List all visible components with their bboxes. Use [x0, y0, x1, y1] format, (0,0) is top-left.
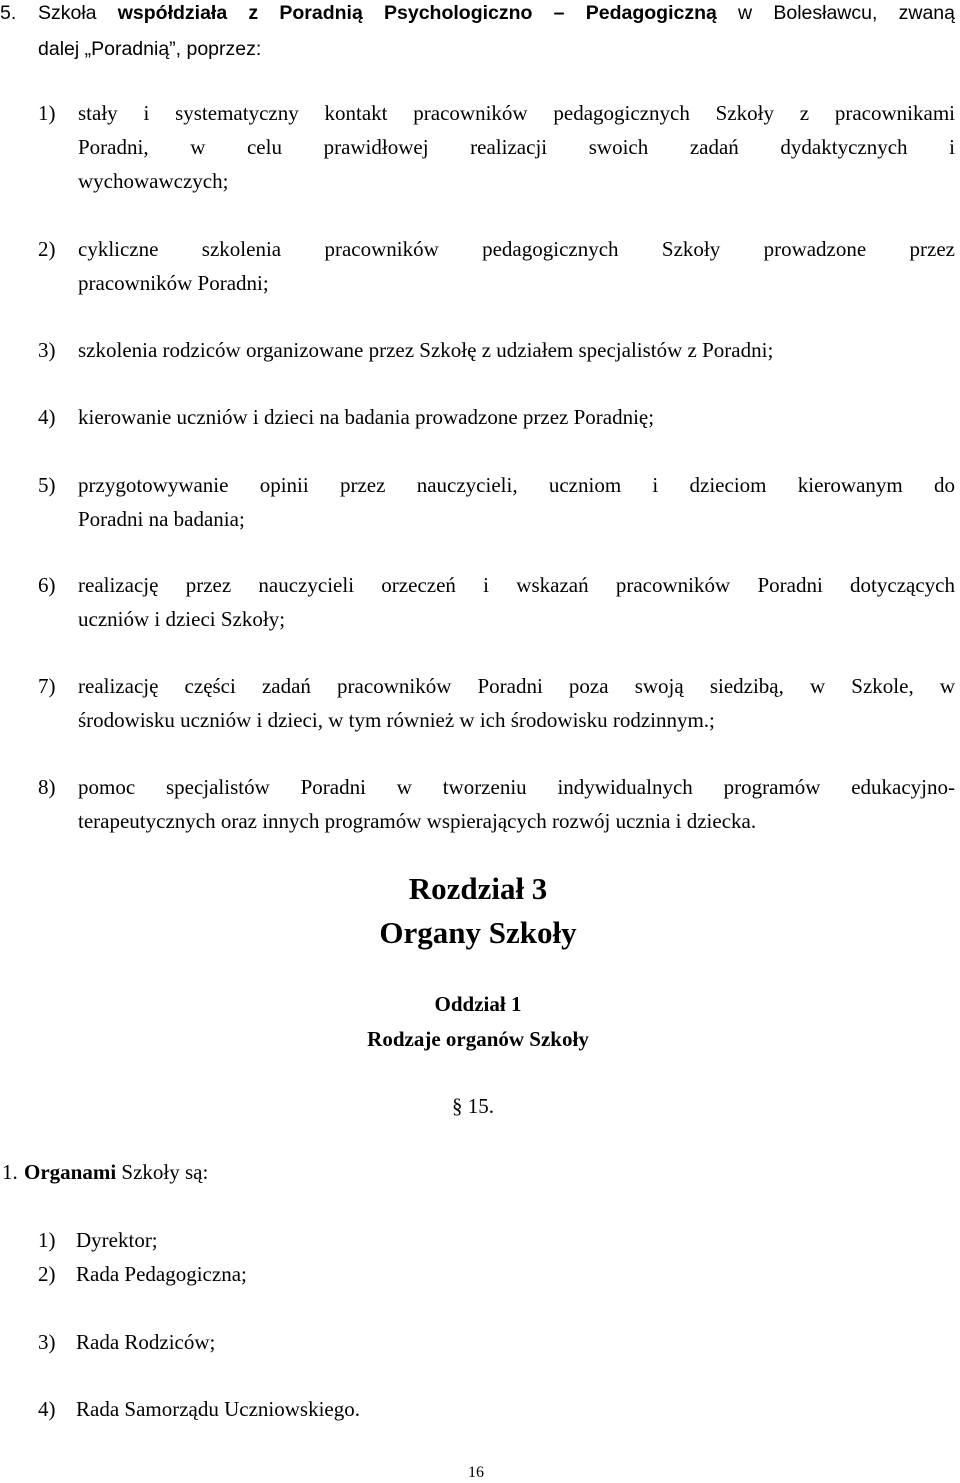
item-number: 4)	[38, 1397, 56, 1421]
item-line: stały i systematyczny kontakt pracowników pedagogicznych Szkoły z pracownikami	[78, 101, 955, 125]
item-line: środowisku uczniów i dzieci, w tym również w ich środowisku rodzinnym.;	[78, 708, 715, 732]
item-line: realizację części zadań pracowników Poradni poza swoją siedzibą, w Szkole, w	[78, 674, 955, 698]
section-5-bold-text: współdziała z Poradnią Psychologiczno – Pedagogiczną	[117, 2, 717, 24]
division-number: Oddział 1	[434, 992, 522, 1016]
organs-number: 1.	[2, 1160, 18, 1184]
item-line: pracowników Poradni;	[78, 271, 269, 295]
section-5-text-pre: Szkoła	[38, 2, 118, 24]
item-line: realizację przez nauczycieli orzeczeń i wskazań pracowników Poradni dotyczących	[78, 573, 955, 597]
item-text: Rada Pedagogiczna;	[76, 1262, 247, 1286]
item-line: przygotowywanie opinii przez nauczycieli, uczniom i dzieciom kierowanym do	[78, 473, 955, 497]
item-number: 5)	[38, 473, 56, 497]
item-line: Poradni na badania;	[78, 507, 245, 531]
section-5-text-post: w Bolesławcu, zwaną	[716, 2, 955, 24]
item-number: 3)	[38, 338, 56, 362]
organs-heading	[24, 1160, 208, 1185]
item-number: 7)	[38, 674, 56, 698]
item-line: cykliczne szkolenia pracowników pedagogicznych Szkoły prowadzone przez	[78, 237, 955, 261]
chapter-title: Rozdział 3	[408, 871, 548, 906]
chapter-subtitle: Organy Szkoły	[379, 915, 577, 950]
item-text: Dyrektor;	[76, 1228, 158, 1252]
item-line: szkolenia rodziców organizowane przez Szkołę z udziałem specjalistów z Poradni;	[78, 338, 774, 362]
item-number: 6)	[38, 573, 56, 597]
item-text: Rada Rodziców;	[76, 1330, 216, 1354]
item-number: 1)	[38, 1228, 56, 1252]
paragraph-number: § 15.	[452, 1094, 494, 1118]
section-5-line-1	[38, 2, 955, 25]
item-number: 2)	[38, 1262, 56, 1286]
item-number: 1)	[38, 101, 56, 125]
item-number: 8)	[38, 775, 56, 799]
item-line: wychowawczych;	[78, 169, 229, 193]
division-title: Rodzaje organów Szkoły	[367, 1027, 589, 1051]
item-number: 3)	[38, 1330, 56, 1354]
item-line: terapeutycznych oraz innych programów wspierających rozwój ucznia i dziecka.	[78, 809, 757, 833]
item-line: Poradni, w celu prawidłowej realizacji swoich zadań dydaktycznych i	[78, 135, 955, 159]
item-line: uczniów i dzieci Szkoły;	[78, 607, 286, 631]
section-number: 5.	[0, 2, 17, 24]
item-line: pomoc specjalistów Poradni w tworzeniu indywidualnych programów edukacyjno-	[78, 775, 955, 799]
item-line: kierowanie uczniów i dzieci na badania prowadzone przez Poradnię;	[78, 405, 655, 429]
organs-rest: Szkoły są:	[116, 1160, 209, 1184]
section-5-line-2: dalej „Poradnią”, poprzez:	[38, 38, 262, 60]
item-number: 4)	[38, 405, 56, 429]
item-number: 2)	[38, 237, 56, 261]
item-text: Rada Samorządu Uczniowskiego.	[76, 1397, 361, 1421]
page-number: 16	[468, 1464, 484, 1481]
organs-bold: Organami	[24, 1160, 117, 1184]
